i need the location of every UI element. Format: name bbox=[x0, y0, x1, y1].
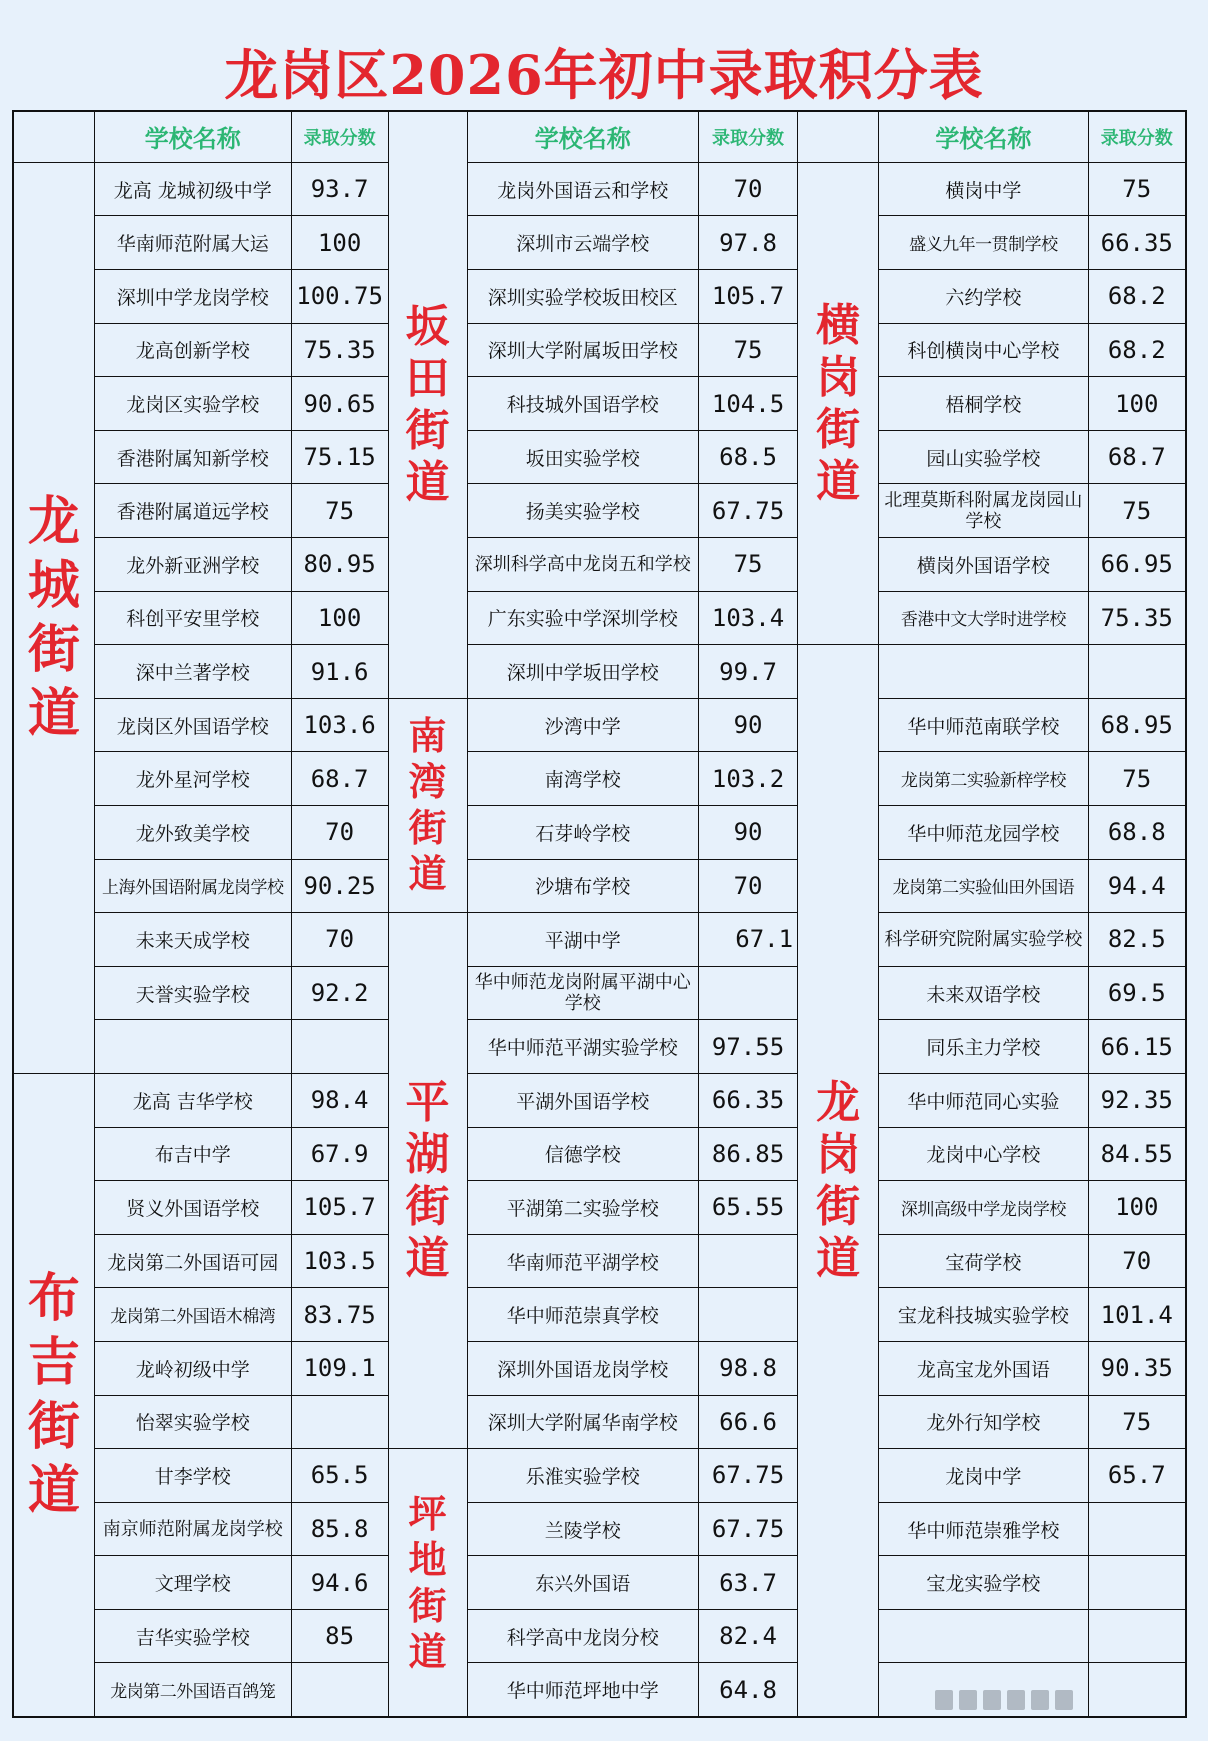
school-name: 石芽岭学校 bbox=[467, 805, 698, 859]
admission-score: 67.75 bbox=[699, 1449, 798, 1503]
table-row bbox=[13, 377, 1186, 431]
admission-score: 104.5 bbox=[699, 377, 798, 431]
school-name: 龙岗第二外国语木棉湾 bbox=[94, 1288, 291, 1342]
school-name: 园山实验学校 bbox=[879, 430, 1088, 484]
admission-score: 75 bbox=[699, 323, 798, 377]
admission-score: 100 bbox=[1088, 377, 1186, 431]
admission-score: 75.15 bbox=[291, 430, 388, 484]
school-name: 龙高 龙城初级中学 bbox=[94, 162, 291, 216]
admission-score: 68.5 bbox=[699, 430, 798, 484]
admission-score: 65.55 bbox=[699, 1181, 798, 1235]
district-char: 吉 bbox=[27, 1331, 80, 1393]
score-table bbox=[12, 110, 1187, 1718]
admission-score: 75.35 bbox=[1088, 591, 1186, 645]
school-name: 香港附属道远学校 bbox=[94, 484, 291, 538]
admission-score: 67.9 bbox=[291, 1127, 388, 1181]
district-char: 龙 bbox=[816, 1076, 861, 1128]
admission-score: 75.35 bbox=[291, 323, 388, 377]
school-name: 上海外国语附属龙岗学校 bbox=[94, 859, 291, 913]
admission-score: 98.4 bbox=[291, 1073, 388, 1127]
admission-score: 75 bbox=[1088, 162, 1186, 216]
table-row bbox=[13, 913, 1186, 967]
table-row bbox=[13, 645, 1186, 699]
table-row bbox=[13, 1181, 1186, 1235]
header-score: 录取分数 bbox=[291, 111, 388, 162]
school-name: 梧桐学校 bbox=[879, 377, 1088, 431]
admission-score: 67.1 bbox=[699, 913, 798, 967]
school-name: 文理学校 bbox=[94, 1556, 291, 1610]
table-row bbox=[13, 1127, 1186, 1181]
district-char: 街 bbox=[27, 618, 80, 680]
table-row bbox=[13, 805, 1186, 859]
admission-score: 75 bbox=[1088, 484, 1186, 538]
admission-score: 101.4 bbox=[1088, 1288, 1186, 1342]
school-name: 深圳大学附属华南学校 bbox=[467, 1395, 698, 1449]
school-name: 宝荷学校 bbox=[879, 1234, 1088, 1288]
admission-score: 99.7 bbox=[699, 645, 798, 699]
school-name: 华中师范崇真学校 bbox=[467, 1288, 698, 1342]
admission-score: 63.7 bbox=[699, 1556, 798, 1610]
district-char: 南 bbox=[408, 713, 447, 759]
admission-score: 100 bbox=[1088, 1181, 1186, 1235]
admission-score: 70 bbox=[291, 805, 388, 859]
school-name: 信德学校 bbox=[467, 1127, 698, 1181]
table-row bbox=[13, 216, 1186, 270]
admission-score: 84.55 bbox=[1088, 1127, 1186, 1181]
admission-score bbox=[1088, 1556, 1186, 1610]
table-row bbox=[13, 430, 1186, 484]
district-pinghu bbox=[388, 913, 467, 1449]
admission-score: 94.6 bbox=[291, 1556, 388, 1610]
admission-score: 90 bbox=[699, 805, 798, 859]
school-name bbox=[94, 1020, 291, 1074]
school-name: 东兴外国语 bbox=[467, 1556, 698, 1610]
district-longcheng bbox=[13, 162, 94, 1073]
district-char: 布 bbox=[27, 1267, 80, 1329]
table-row bbox=[13, 1556, 1186, 1610]
admission-score: 75 bbox=[291, 484, 388, 538]
header-score: 录取分数 bbox=[699, 111, 798, 162]
admission-score: 103.5 bbox=[291, 1234, 388, 1288]
admission-score: 100.75 bbox=[291, 270, 388, 324]
admission-score bbox=[1088, 1609, 1186, 1663]
admission-score: 94.4 bbox=[1088, 859, 1186, 913]
school-name: 深中兰著学校 bbox=[94, 645, 291, 699]
admission-score: 105.7 bbox=[699, 270, 798, 324]
admission-score bbox=[291, 1395, 388, 1449]
district-char: 岗 bbox=[816, 351, 861, 403]
district-char: 道 bbox=[816, 1232, 861, 1284]
table-row bbox=[13, 1234, 1186, 1288]
table-row bbox=[13, 1609, 1186, 1663]
district-char: 地 bbox=[408, 1536, 447, 1582]
admission-score: 86.85 bbox=[699, 1127, 798, 1181]
admission-score: 66.35 bbox=[1088, 216, 1186, 270]
school-name: 平湖外国语学校 bbox=[467, 1073, 698, 1127]
table-row bbox=[13, 859, 1186, 913]
school-name: 横岗外国语学校 bbox=[879, 538, 1088, 592]
school-name: 龙岗第二外国语可园 bbox=[94, 1234, 291, 1288]
admission-score: 68.8 bbox=[1088, 805, 1186, 859]
school-name: 甘李学校 bbox=[94, 1449, 291, 1503]
admission-score: 80.95 bbox=[291, 538, 388, 592]
admission-score: 91.6 bbox=[291, 645, 388, 699]
table-row bbox=[13, 1449, 1186, 1503]
school-name: 深圳大学附属坂田学校 bbox=[467, 323, 698, 377]
school-name: 天誉实验学校 bbox=[94, 966, 291, 1020]
admission-score bbox=[291, 1663, 388, 1717]
school-name: 华中师范同心实验 bbox=[879, 1073, 1088, 1127]
admission-score: 75 bbox=[699, 538, 798, 592]
district-char: 街 bbox=[816, 1180, 861, 1232]
district-char: 横 bbox=[816, 299, 861, 351]
school-name: 龙岗区外国语学校 bbox=[94, 698, 291, 752]
table-row bbox=[13, 591, 1186, 645]
district-char: 道 bbox=[816, 455, 861, 507]
district-char: 街 bbox=[27, 1395, 80, 1457]
admission-score: 66.95 bbox=[1088, 538, 1186, 592]
admission-score: 66.15 bbox=[1088, 1020, 1186, 1074]
table-row bbox=[13, 323, 1186, 377]
school-name: 龙外致美学校 bbox=[94, 805, 291, 859]
school-name: 贤义外国语学校 bbox=[94, 1181, 291, 1235]
admission-score bbox=[291, 1020, 388, 1074]
admission-score bbox=[699, 1234, 798, 1288]
district-char: 岗 bbox=[816, 1128, 861, 1180]
admission-score: 70 bbox=[699, 859, 798, 913]
admission-score: 103.6 bbox=[291, 698, 388, 752]
school-name: 未来双语学校 bbox=[879, 966, 1088, 1020]
school-name: 龙外行知学校 bbox=[879, 1395, 1088, 1449]
table-row bbox=[13, 1020, 1186, 1074]
school-name: 坂田实验学校 bbox=[467, 430, 698, 484]
school-name: 华中师范龙岗附属平湖中心学校 bbox=[467, 966, 698, 1020]
school-name: 科创横岗中心学校 bbox=[879, 323, 1088, 377]
district-char: 城 bbox=[27, 554, 80, 616]
district-char: 道 bbox=[27, 1459, 80, 1521]
watermark bbox=[935, 1685, 1100, 1715]
admission-score: 98.8 bbox=[699, 1341, 798, 1395]
school-name: 宝龙科技城实验学校 bbox=[879, 1288, 1088, 1342]
school-name: 广东实验中学深圳学校 bbox=[467, 591, 698, 645]
admission-score bbox=[699, 1288, 798, 1342]
school-name: 扬美实验学校 bbox=[467, 484, 698, 538]
district-char: 街 bbox=[405, 1180, 450, 1232]
header-score: 录取分数 bbox=[1088, 111, 1186, 162]
district-char: 街 bbox=[408, 1582, 447, 1628]
school-name: 沙塘布学校 bbox=[467, 859, 698, 913]
district-char: 坪 bbox=[408, 1490, 447, 1536]
school-name: 深圳中学坂田学校 bbox=[467, 645, 698, 699]
table-row bbox=[13, 1288, 1186, 1342]
admission-score: 85 bbox=[291, 1609, 388, 1663]
district-char: 街 bbox=[816, 403, 861, 455]
table-row bbox=[13, 752, 1186, 806]
district-longgang bbox=[798, 645, 879, 1717]
admission-score: 85.8 bbox=[291, 1502, 388, 1556]
admission-score: 68.7 bbox=[291, 752, 388, 806]
school-name: 乐淮实验学校 bbox=[467, 1449, 698, 1503]
table-row bbox=[13, 1502, 1186, 1556]
admission-score: 82.5 bbox=[1088, 913, 1186, 967]
table-row bbox=[13, 698, 1186, 752]
school-name: 深圳科学高中龙岗五和学校 bbox=[467, 538, 698, 592]
school-name: 龙高 吉华学校 bbox=[94, 1073, 291, 1127]
admission-score: 70 bbox=[699, 162, 798, 216]
school-name: 沙湾中学 bbox=[467, 698, 698, 752]
admission-score: 90 bbox=[699, 698, 798, 752]
admission-score: 70 bbox=[291, 913, 388, 967]
table-row bbox=[13, 538, 1186, 592]
school-name: 平湖第二实验学校 bbox=[467, 1181, 698, 1235]
admission-score: 97.55 bbox=[699, 1020, 798, 1074]
admission-score: 65.7 bbox=[1088, 1449, 1186, 1503]
school-name: 华南师范附属大运 bbox=[94, 216, 291, 270]
school-name: 深圳实验学校坂田校区 bbox=[467, 270, 698, 324]
district-char: 道 bbox=[408, 1628, 447, 1674]
district-char: 龙 bbox=[27, 490, 80, 552]
district-henggang bbox=[798, 162, 879, 644]
admission-score: 83.75 bbox=[291, 1288, 388, 1342]
admission-score: 105.7 bbox=[291, 1181, 388, 1235]
admission-score: 68.7 bbox=[1088, 430, 1186, 484]
admission-score: 92.2 bbox=[291, 966, 388, 1020]
school-name: 龙岭初级中学 bbox=[94, 1341, 291, 1395]
district-char: 坂 bbox=[405, 300, 450, 352]
school-name: 龙岗外国语云和学校 bbox=[467, 162, 698, 216]
school-name: 龙岗第二实验仙田外国语 bbox=[879, 859, 1088, 913]
admission-score: 69.5 bbox=[1088, 966, 1186, 1020]
school-name: 北理莫斯科附属龙岗园山学校 bbox=[879, 484, 1088, 538]
table-row bbox=[13, 162, 1186, 216]
admission-score: 93.7 bbox=[291, 162, 388, 216]
admission-score: 90.35 bbox=[1088, 1341, 1186, 1395]
district-char: 街 bbox=[408, 805, 447, 851]
table-row bbox=[13, 270, 1186, 324]
school-name: 盛义九年一贯制学校 bbox=[879, 216, 1088, 270]
district-pingdi bbox=[388, 1449, 467, 1717]
school-name: 龙岗区实验学校 bbox=[94, 377, 291, 431]
school-name: 科学研究院附属实验学校 bbox=[879, 913, 1088, 967]
school-name: 龙外星河学校 bbox=[94, 752, 291, 806]
admission-score: 75 bbox=[1088, 752, 1186, 806]
school-name: 龙外新亚洲学校 bbox=[94, 538, 291, 592]
school-name bbox=[879, 645, 1088, 699]
school-name bbox=[879, 1609, 1088, 1663]
admission-score: 75 bbox=[1088, 1395, 1186, 1449]
school-name: 南京师范附属龙岗学校 bbox=[94, 1502, 291, 1556]
school-name: 兰陵学校 bbox=[467, 1502, 698, 1556]
school-name: 科技城外国语学校 bbox=[467, 377, 698, 431]
school-name: 华中师范坪地中学 bbox=[467, 1663, 698, 1717]
school-name: 华中师范龙园学校 bbox=[879, 805, 1088, 859]
school-name: 龙高宝龙外国语 bbox=[879, 1341, 1088, 1395]
admission-score: 90.65 bbox=[291, 377, 388, 431]
admission-score bbox=[699, 966, 798, 1020]
header-school-name: 学校名称 bbox=[94, 111, 291, 162]
admission-score: 66.6 bbox=[699, 1395, 798, 1449]
school-name: 龙岗中学 bbox=[879, 1449, 1088, 1503]
school-name: 龙岗中心学校 bbox=[879, 1127, 1088, 1181]
admission-score: 109.1 bbox=[291, 1341, 388, 1395]
school-name: 深圳高级中学龙岗学校 bbox=[879, 1181, 1088, 1235]
admission-score: 67.75 bbox=[699, 484, 798, 538]
school-name: 未来天成学校 bbox=[94, 913, 291, 967]
school-name: 吉华实验学校 bbox=[94, 1609, 291, 1663]
header-blank bbox=[798, 111, 879, 162]
school-name: 南湾学校 bbox=[467, 752, 698, 806]
header-school-name: 学校名称 bbox=[467, 111, 698, 162]
school-name: 平湖中学 bbox=[467, 913, 698, 967]
school-name: 华中师范平湖实验学校 bbox=[467, 1020, 698, 1074]
admission-score: 66.35 bbox=[699, 1073, 798, 1127]
school-name: 龙高创新学校 bbox=[94, 323, 291, 377]
district-char: 街 bbox=[405, 404, 450, 456]
district-nanwan bbox=[388, 698, 467, 912]
admission-score: 103.2 bbox=[699, 752, 798, 806]
admission-score: 68.2 bbox=[1088, 270, 1186, 324]
table-row bbox=[13, 1395, 1186, 1449]
district-char: 湾 bbox=[408, 759, 447, 805]
school-name: 同乐主力学校 bbox=[879, 1020, 1088, 1074]
admission-score: 65.5 bbox=[291, 1449, 388, 1503]
district-char: 道 bbox=[405, 1232, 450, 1284]
admission-score: 68.2 bbox=[1088, 323, 1186, 377]
admission-score: 90.25 bbox=[291, 859, 388, 913]
table-row bbox=[13, 1341, 1186, 1395]
school-name: 华南师范平湖学校 bbox=[467, 1234, 698, 1288]
school-name: 深圳中学龙岗学校 bbox=[94, 270, 291, 324]
admission-score: 67.75 bbox=[699, 1502, 798, 1556]
school-name: 深圳市云端学校 bbox=[467, 216, 698, 270]
school-name: 香港附属知新学校 bbox=[94, 430, 291, 484]
district-char: 平 bbox=[405, 1076, 450, 1128]
admission-score: 100 bbox=[291, 591, 388, 645]
school-name: 怡翠实验学校 bbox=[94, 1395, 291, 1449]
school-name: 宝龙实验学校 bbox=[879, 1556, 1088, 1610]
district-char: 道 bbox=[27, 682, 80, 744]
district-char: 道 bbox=[408, 851, 447, 897]
header-school-name: 学校名称 bbox=[879, 111, 1088, 162]
district-bantian bbox=[388, 111, 467, 698]
admission-score bbox=[1088, 1502, 1186, 1556]
school-name: 横岗中学 bbox=[879, 162, 1088, 216]
admission-score: 68.95 bbox=[1088, 698, 1186, 752]
admission-score: 97.8 bbox=[699, 216, 798, 270]
school-name: 科创平安里学校 bbox=[94, 591, 291, 645]
admission-score: 100 bbox=[291, 216, 388, 270]
district-char: 湖 bbox=[405, 1128, 450, 1180]
school-name: 华中师范南联学校 bbox=[879, 698, 1088, 752]
admission-score: 64.8 bbox=[699, 1663, 798, 1717]
admission-score: 70 bbox=[1088, 1234, 1186, 1288]
admission-score: 92.35 bbox=[1088, 1073, 1186, 1127]
admission-score bbox=[1088, 645, 1186, 699]
school-name: 龙岗第二实验新梓学校 bbox=[879, 752, 1088, 806]
table-row bbox=[13, 966, 1186, 1020]
school-name: 布吉中学 bbox=[94, 1127, 291, 1181]
district-char: 田 bbox=[405, 352, 450, 404]
school-name: 深圳外国语龙岗学校 bbox=[467, 1341, 698, 1395]
district-buji bbox=[13, 1073, 94, 1717]
school-name: 华中师范崇雅学校 bbox=[879, 1502, 1088, 1556]
page-title: 龙岗区2026年初中录取积分表 bbox=[224, 43, 984, 107]
district-char: 道 bbox=[405, 456, 450, 508]
table-row bbox=[13, 484, 1186, 538]
school-name: 香港中文大学时进学校 bbox=[879, 591, 1088, 645]
school-name: 六约学校 bbox=[879, 270, 1088, 324]
school-name: 科学高中龙岗分校 bbox=[467, 1609, 698, 1663]
table-row bbox=[13, 1073, 1186, 1127]
admission-score bbox=[1088, 1663, 1186, 1717]
admission-score: 103.4 bbox=[699, 591, 798, 645]
header-blank bbox=[13, 111, 94, 162]
school-name: 龙岗第二外国语百鸽笼 bbox=[94, 1663, 291, 1717]
admission-score: 82.4 bbox=[699, 1609, 798, 1663]
